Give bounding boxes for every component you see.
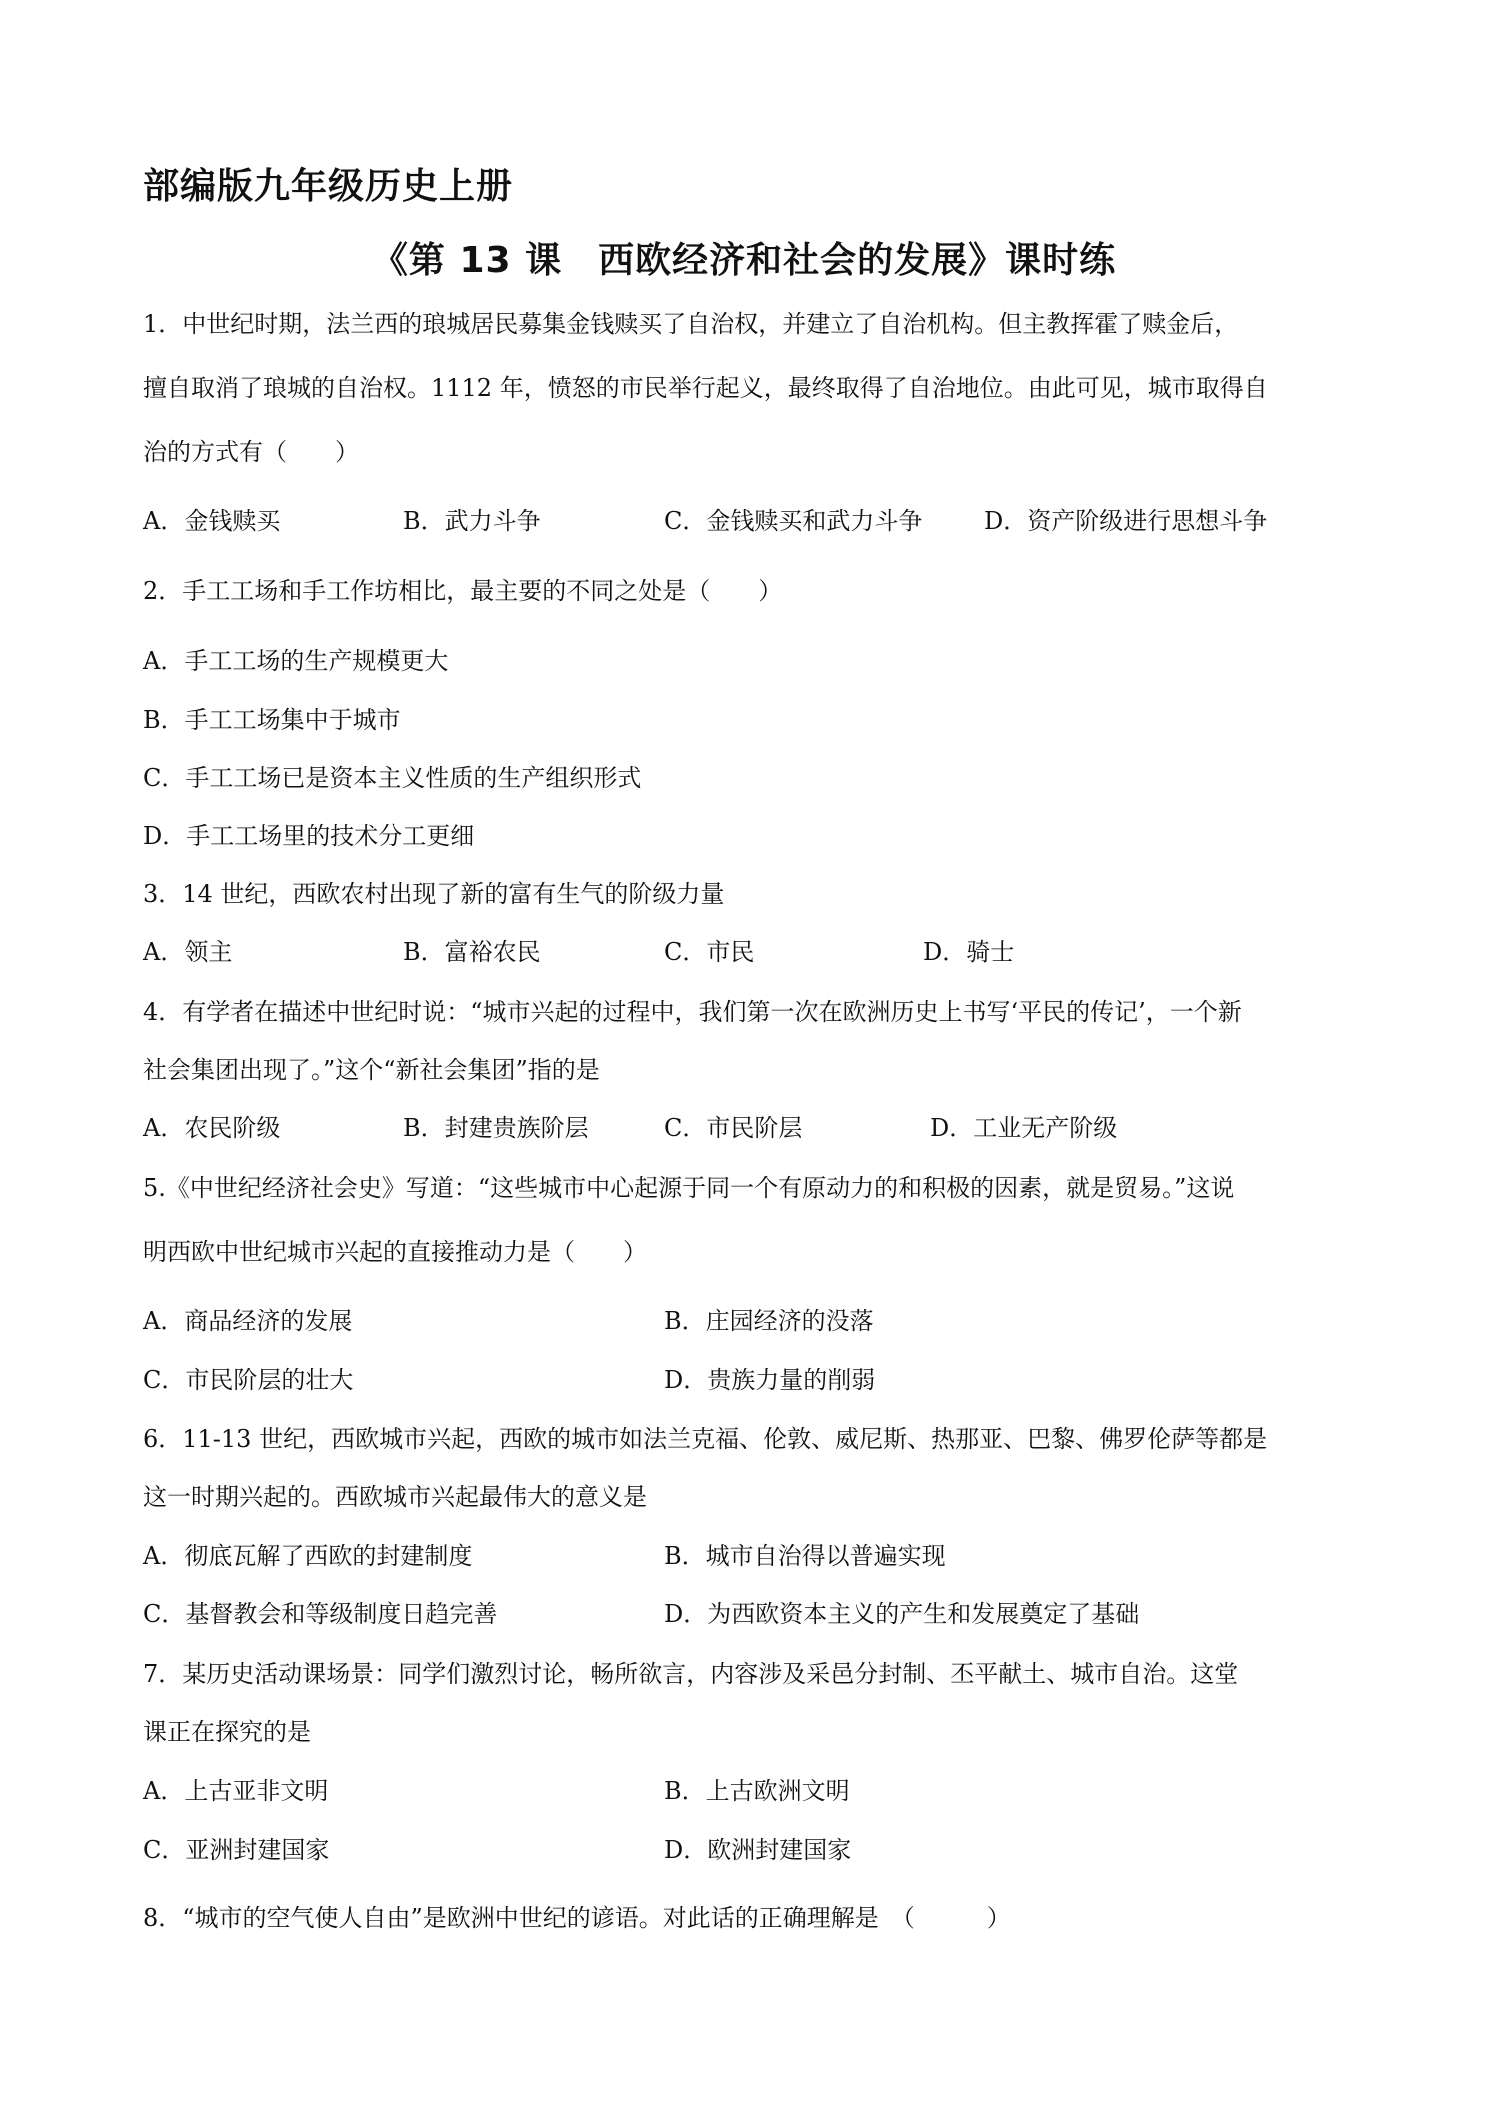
question-2-line-1: 2．手工工场和手工作坊相比，最主要的不同之处是（ ） (143, 577, 783, 605)
question-3-option-d: D．骑士 (923, 938, 1015, 966)
question-1-line-3: 治的方式有（ ） (143, 438, 359, 466)
question-5-option-c: C．市民阶层的壮大 (143, 1366, 354, 1394)
question-7-line-2: 课正在探究的是 (143, 1718, 311, 1746)
page-title (0, 232, 1488, 283)
book-heading: 部编版九年级历史上册 (143, 166, 514, 207)
question-3-option-c: C．市民 (664, 938, 755, 966)
question-6-option-a: A．彻底瓦解了西欧的封建制度 (143, 1542, 473, 1570)
question-1-option-b: B．武力斗争 (403, 507, 541, 535)
question-3-option-a: A．领主 (143, 938, 233, 966)
question-1-line-2: 擅自取消了琅城的自治权。1112 年，愤怒的市民举行起义，最终取得了自治地位。由此可见，城市取得自 (143, 374, 1268, 402)
question-5-line-1: 5.《中世纪经济社会史》写道：“这些城市中心起源于同一个有原动力的和积极的因素，就是贸易。”这说 (143, 1174, 1235, 1202)
question-6-option-c: C．基督教会和等级制度日趋完善 (143, 1600, 498, 1628)
question-4-line-2: 社会集团出现了。”这个“新社会集团”指的是 (143, 1056, 600, 1084)
question-7-option-a: A．上古亚非文明 (143, 1777, 329, 1805)
question-3-option-b: B．富裕农民 (403, 938, 541, 966)
title-topic: 西欧经济和社会的发展》课时练 (598, 240, 1117, 281)
question-6-option-b: B．城市自治得以普遍实现 (664, 1542, 946, 1570)
question-6-option-d: D．为西欧资本主义的产生和发展奠定了基础 (664, 1600, 1140, 1628)
question-5-option-b: B．庄园经济的没落 (664, 1307, 874, 1335)
question-2-option-b: B．手工工场集中于城市 (143, 706, 401, 734)
question-6-line-2: 这一时期兴起的。西欧城市兴起最伟大的意义是 (143, 1483, 647, 1511)
question-6-line-1: 6．11-13 世纪，西欧城市兴起，西欧的城市如法兰克福、伦敦、威尼斯、热那亚、巴黎、佛罗伦萨等都是 (143, 1425, 1268, 1453)
question-3-line-1: 3．14 世纪，西欧农村出现了新的富有生气的阶级力量 (143, 880, 725, 908)
title-lesson: 《第 13 课 (371, 240, 563, 281)
question-1-option-c: C．金钱赎买和武力斗争 (664, 507, 923, 535)
question-4-line-1: 4．有学者在描述中世纪时说：“城市兴起的过程中，我们第一次在欧洲历史上书写‘平民的传记’，一个新 (143, 998, 1242, 1026)
question-7-line-1: 7．某历史活动课场景：同学们激烈讨论，畅所欲言，内容涉及采邑分封制、丕平献土、城市自治。这堂 (143, 1660, 1239, 1688)
question-8-line-1: 8．“城市的空气使人自由”是欧洲中世纪的谚语。对此话的正确理解是 （ ） (143, 1904, 1011, 1932)
question-2-option-d: D．手工工场里的技术分工更细 (143, 822, 475, 850)
question-1-option-a: A．金钱赎买 (143, 507, 281, 535)
question-2-option-c: C．手工工场已是资本主义性质的生产组织形式 (143, 764, 642, 792)
question-7-option-d: D．欧洲封建国家 (664, 1836, 852, 1864)
question-4-option-b: B．封建贵族阶层 (403, 1114, 589, 1142)
question-1-option-d: D．资产阶级进行思想斗争 (984, 507, 1268, 535)
question-1-line-1: 1．中世纪时期，法兰西的琅城居民募集金钱赎买了自治权，并建立了自治机构。但主教挥霍了赎金后， (143, 310, 1239, 338)
question-2-option-a: A．手工工场的生产规模更大 (143, 647, 449, 675)
question-4-option-a: A．农民阶级 (143, 1114, 281, 1142)
question-5-option-a: A．商品经济的发展 (143, 1307, 353, 1335)
question-7-option-b: B．上古欧洲文明 (664, 1777, 850, 1805)
question-5-line-2: 明西欧中世纪城市兴起的直接推动力是（ ） (143, 1238, 647, 1266)
question-4-option-c: C．市民阶层 (664, 1114, 803, 1142)
question-5-option-d: D．贵族力量的削弱 (664, 1366, 876, 1394)
question-4-option-d: D．工业无产阶级 (930, 1114, 1118, 1142)
question-7-option-c: C．亚洲封建国家 (143, 1836, 330, 1864)
